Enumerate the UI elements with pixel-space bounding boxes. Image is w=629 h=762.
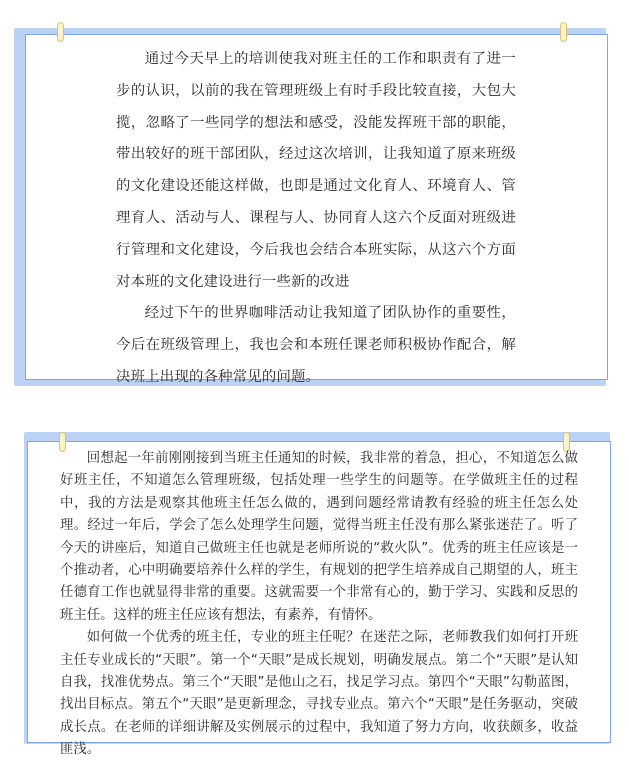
reflection-card-2 (0, 420, 629, 758)
card-text (116, 44, 516, 394)
binder-pin-icon (560, 22, 567, 42)
paragraph: 回想起一年前刚刚接到当班主任通知的时候，我非常的着急，担心，不知道怎么做好班主任，不知道怎么管理班级，包括处理一些学生的问题等。在学做班主任的过程中，我的方法是观察其他班主任怎么做的，遇到问题经常请教有经验的班主任怎么处理。经过一年后，学会了怎么处理学生问题，觉得当班主任没有那么紧张迷茫了。听了今天的讲座后，知道自己做班主任也就是老师所说的“救火队”。优秀的班主任应该是一个推动者，心中明确要培养什么样的学生，有规划的把学生培养成自己期望的人，班主任德育工作也就显得非常的重要。这就需要一个非常有心的，勤于学习、实践和反思的班主任。这样的班主任应该有想法，有素养，有情怀。 (60, 451, 578, 623)
paragraph: 经过下午的世界咖啡活动让我知道了团队协作的重要性，今后在班级管理上，我也会和本班任课老师积极协作配合，解决班上出现的各种常见的问题。 (116, 305, 516, 385)
paragraph: 如何做一个优秀的班主任，专业的班主任呢？在迷茫之际，老师教我们如何打开班主任专业成长的“天眼”。第一个“天眼”是成长规划，明确发展点。第二个“天眼”是认知自我，找准优势点。第三个“天眼”是他山之石，找足学习点。第四个“天眼”勾勒蓝图，找出目标点。第五个“天眼”是更新理念，寻找专业点。第六个“天眼”是任务驱动，突破成长点。在老师的详细讲解及实例展示的过程中，我知道了努力方向，收获颇多，收益匪浅。 (60, 630, 578, 758)
binder-pin-icon (57, 22, 64, 42)
paragraph: 通过今天早上的培训使我对班主任的工作和职责有了进一步的认识，以前的我在管理班级上有时手段比较直接，大包大揽，忽略了一些同学的想法和感受，没能发挥班干部的职能，带出较好的班干部团队，经过这次培训，让我知道了原来班级的文化建设还能这样做，也即是通过文化育人、环境育人、管理育人、活动与人、课程与人、协同育人这六个反面对班级进行管理和文化建设，今后我也会结合本班实际，从这六个方面对本班的文化建设进行一些新的改进 (116, 51, 516, 290)
card-text (60, 448, 578, 762)
